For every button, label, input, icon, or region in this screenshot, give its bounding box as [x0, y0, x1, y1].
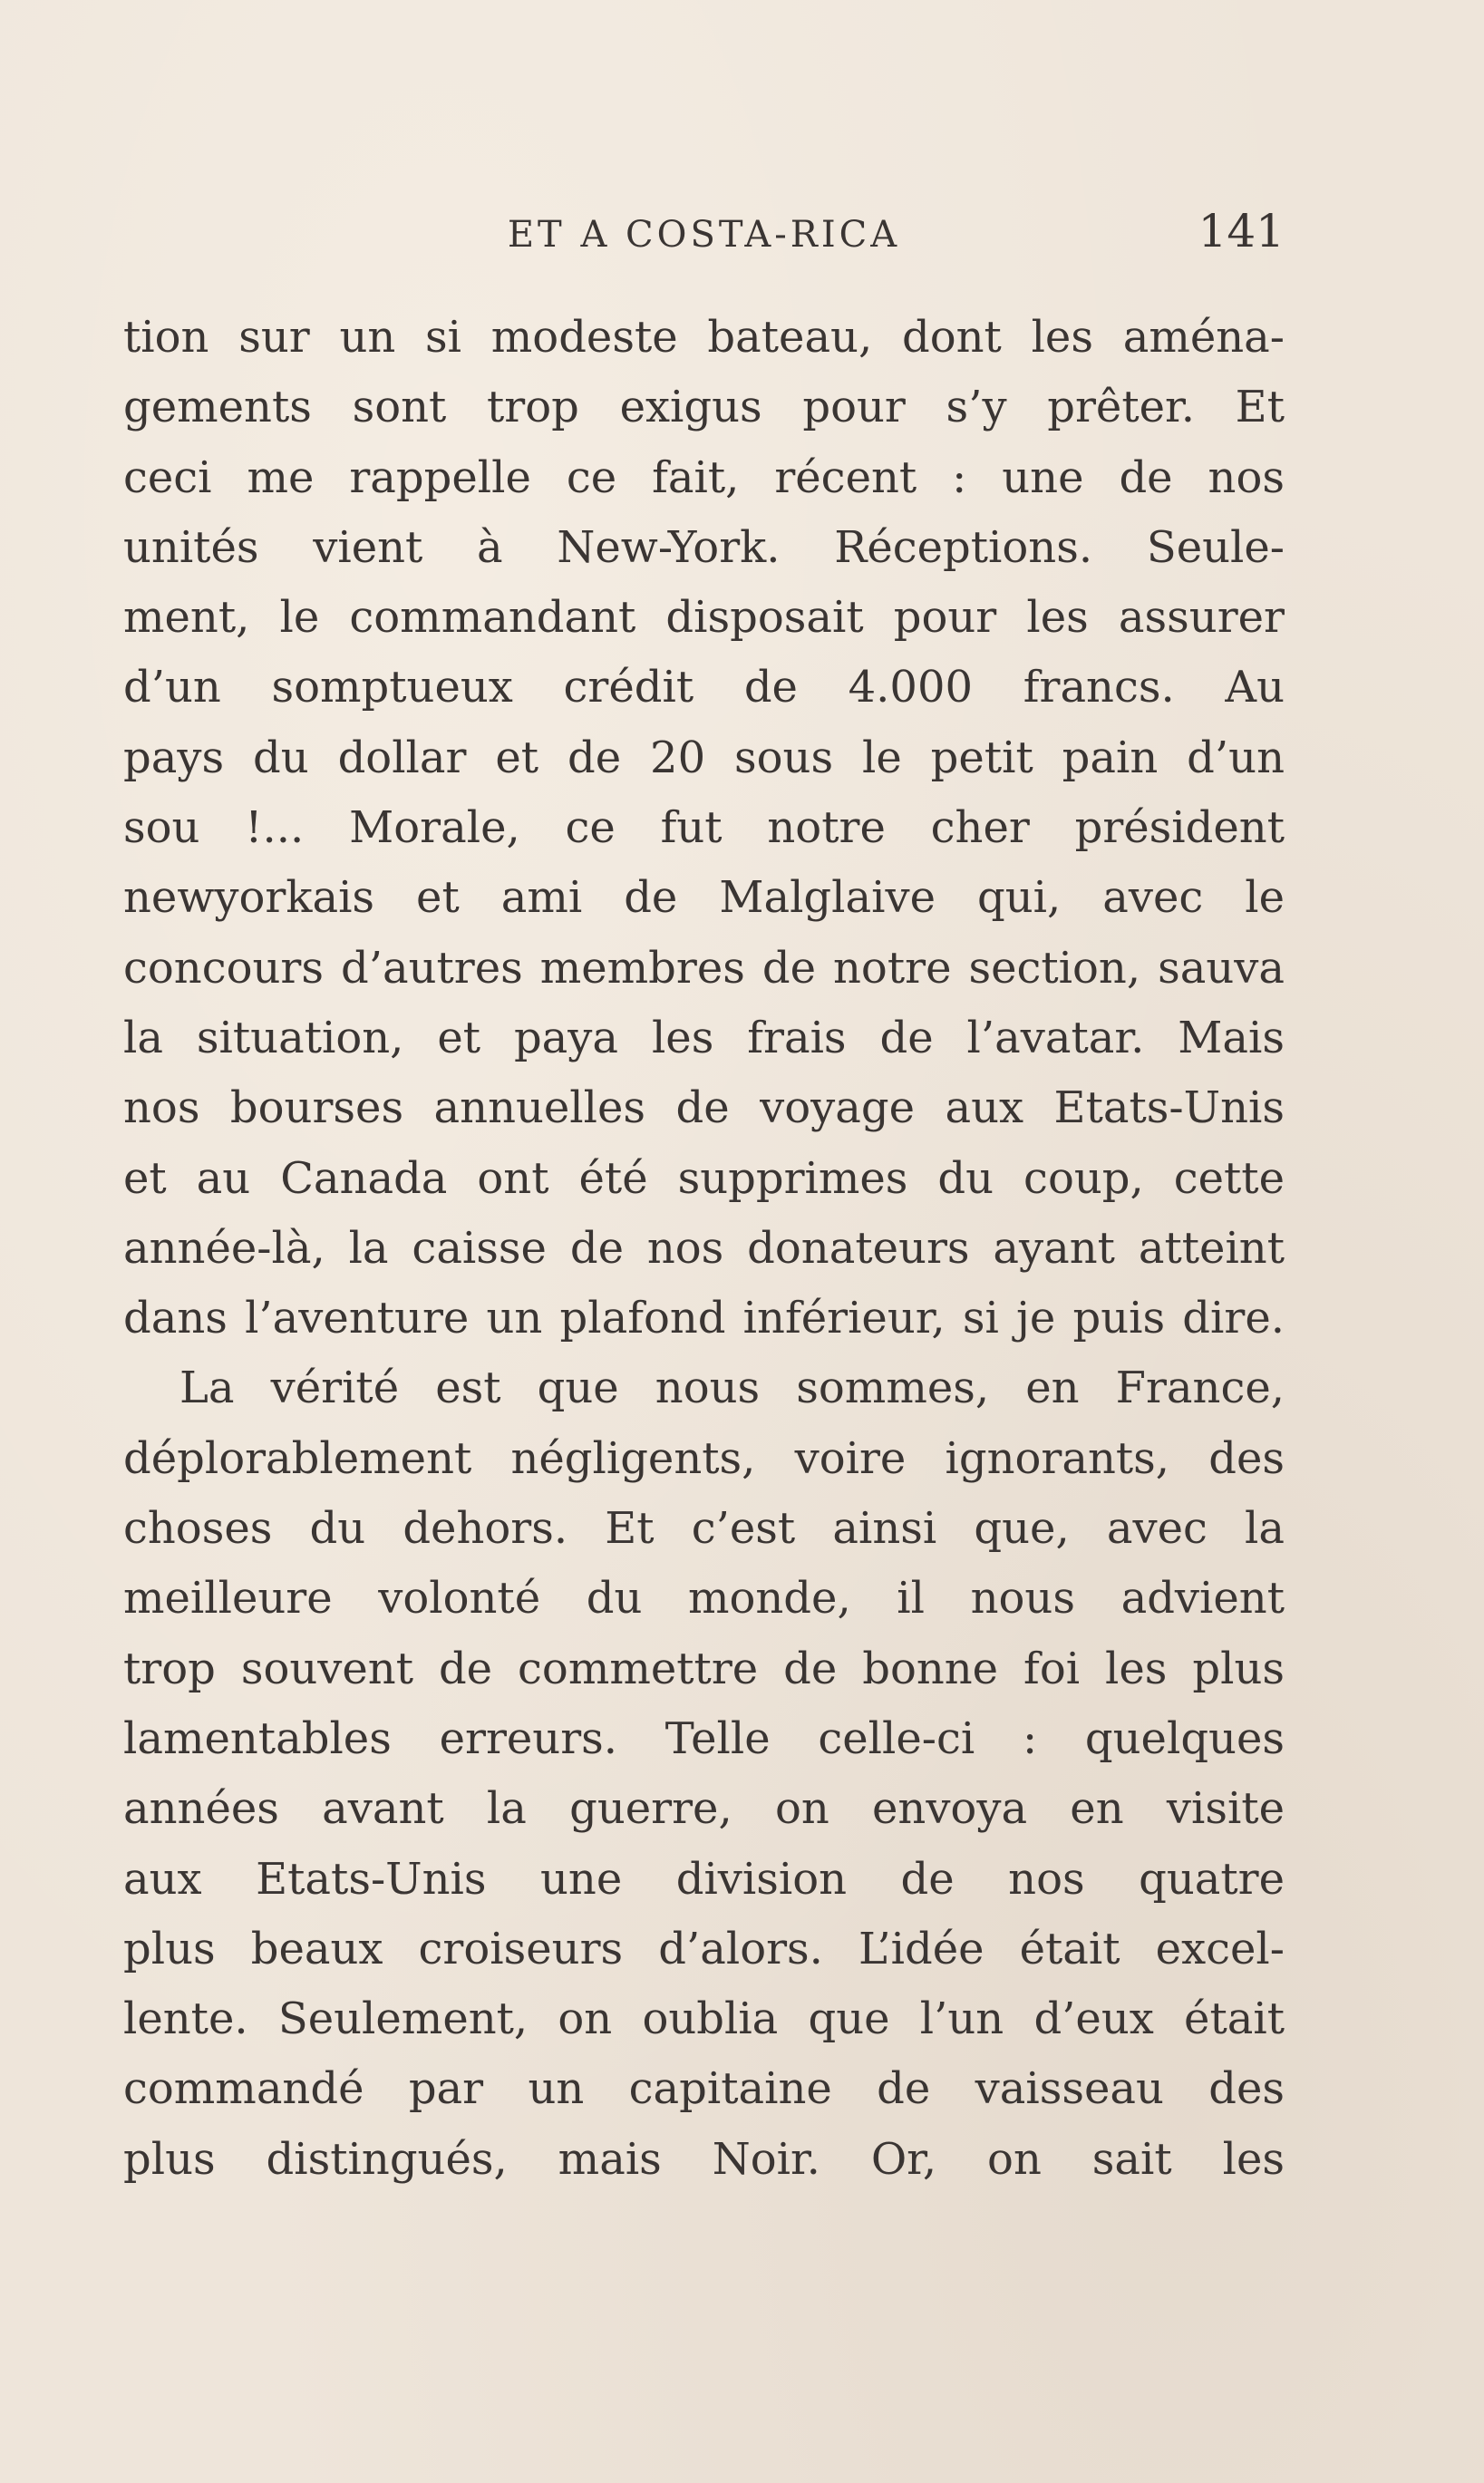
- text-line: lente. Seulement, on oublia que l’un d’eux était: [123, 1993, 1285, 2045]
- running-head: [123, 201, 1285, 265]
- text-line: aux Etats-Unis une division de nos quatre: [123, 1853, 1285, 1905]
- text-line: la situation, et paya les frais de l’avatar. Mais: [123, 1012, 1285, 1063]
- page-number: 141: [1198, 205, 1285, 257]
- text-line: plus beaux croiseurs d’alors. L’idée était excel-: [123, 1923, 1285, 1974]
- text-line: sou !... Morale, ce fut notre cher président: [123, 802, 1285, 854]
- running-title: ET A COSTA-RICA: [507, 214, 901, 256]
- text-line: commandé par un capitaine de vaisseau des: [123, 2063, 1285, 2115]
- text-line: La vérité est que nous sommes, en France,: [179, 1363, 1285, 1414]
- text-line: déplorablement négligents, voire ignorants, des: [123, 1432, 1285, 1484]
- text-line: années avant la guerre, on envoya en visite: [123, 1783, 1285, 1835]
- text-line: année-là, la caisse de nos donateurs ayant atteint: [123, 1222, 1285, 1274]
- text-line: gements sont trop exigus pour s’y prêter. Et: [123, 382, 1285, 433]
- text-line: nos bourses annuelles de voyage aux Etats-Unis: [123, 1082, 1285, 1134]
- text-line: pays du dollar et de 20 sous le petit pain d’un: [123, 732, 1285, 783]
- text-line: dans l’aventure un plafond inférieur, si je puis dire.: [123, 1293, 1285, 1344]
- text-line: unités vient à New-York. Réceptions. Seule-: [123, 521, 1285, 573]
- text-line: concours d’autres membres de notre section, sauva: [123, 942, 1285, 994]
- text-line: trop souvent de commettre de bonne foi les plus: [123, 1643, 1285, 1694]
- text-line: d’un somptueux crédit de 4.000 francs. Au: [123, 662, 1285, 713]
- text-line: meilleure volonté du monde, il nous advient: [123, 1573, 1285, 1625]
- text-line: et au Canada ont été supprimes du coup, cette: [123, 1152, 1285, 1204]
- text-line: choses du dehors. Et c’est ainsi que, avec la: [123, 1503, 1285, 1555]
- text-line: plus distingués, mais Noir. Or, on sait les: [123, 2133, 1285, 2185]
- text-line: ment, le commandant disposait pour les assurer: [123, 592, 1285, 644]
- text-line: tion sur un si modeste bateau, dont les aména-: [123, 312, 1285, 363]
- body-text: [123, 303, 1285, 2195]
- text-line: lamentables erreurs. Telle celle-ci : quelques: [123, 1712, 1285, 1764]
- text-line: ceci me rappelle ce fait, récent : une de nos: [123, 451, 1285, 503]
- text-line: newyorkais et ami de Malglaive qui, avec le: [123, 872, 1285, 924]
